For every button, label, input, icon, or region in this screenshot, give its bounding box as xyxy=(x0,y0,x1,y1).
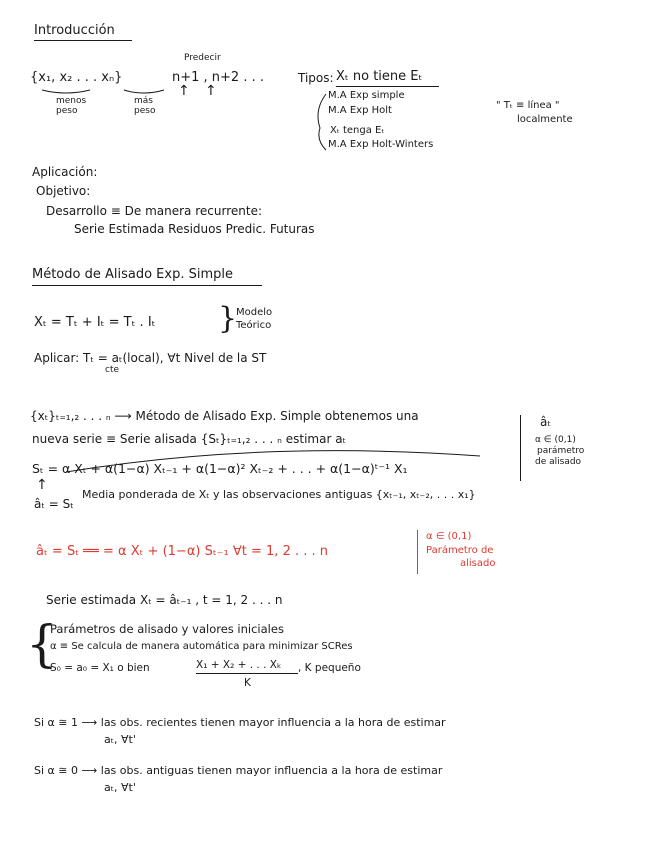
serie-estimada-line: Serie estimada Xₜ = âₜ₋₁ , t = 1, 2 . . . n xyxy=(46,593,283,607)
si-alpha-1-line: Si α ≅ 1 ⟶ las obs. recientes tienen mayor influencia a la hora de estimar xyxy=(34,716,446,729)
section-title-metodo: Método de Alisado Exp. Simple xyxy=(32,267,233,282)
modelo-equation: Xₜ = Tₜ + Iₜ = Tₜ . Iₜ xyxy=(34,315,156,330)
s0-numerator: X₁ + X₂ + . . . Xₖ xyxy=(196,659,282,671)
future-index-text: n+1 , n+2 . . . xyxy=(172,70,264,85)
aplicacion-label: Aplicación: xyxy=(32,165,98,179)
sequence-text: {x₁, x₂ . . . xₙ} xyxy=(30,70,123,85)
cte-label: cte xyxy=(105,365,120,375)
serie-line: Serie Estimada Residuos Predic. Futuras xyxy=(74,222,315,236)
underline xyxy=(32,285,262,286)
alpha-range-red: α ∈ (0,1) xyxy=(426,531,472,542)
predecir-label: Predecir xyxy=(184,53,221,63)
alisado-red: alisado xyxy=(460,558,496,569)
arrow-up-icon: ↑ xyxy=(36,477,48,493)
brace-icon: } xyxy=(218,301,238,336)
recurrence-formula: âₜ = Sₜ ══ = α Xₜ + (1−α) Sₜ₋₁ ∀t = 1, 2 . . . n xyxy=(36,544,329,559)
tipo-item: M.A Exp Holt-Winters xyxy=(328,139,434,150)
at-hat-label: âₜ xyxy=(540,415,551,429)
alpha-range: α ∈ (0,1) xyxy=(535,435,576,445)
obtain-line: {xₜ}ₜ₌₁,₂ . . . ₙ ⟶ Método de Alisado Exp. Simple obtenemos una xyxy=(30,409,419,423)
s0-line: S₀ = a₀ = X₁ o bien xyxy=(50,662,150,674)
params-title: Parámetros de alisado y valores iniciales xyxy=(50,622,284,636)
fraction-bar xyxy=(196,673,298,674)
aplicar-line: Aplicar: Tₜ = aₜ(local), ∀t Nivel de la ST xyxy=(34,351,267,365)
tipos-brace xyxy=(318,94,326,150)
alpha-note: α ≡ Se calcula de manera automática para minimizar SCRes xyxy=(50,641,353,652)
teorico-label: Teórico xyxy=(236,320,272,331)
si-alpha-0-line: Si α ≅ 0 ⟶ las obs. antiguas tienen mayor influencia a la hora de estimar xyxy=(34,764,443,777)
s0-denominator: K xyxy=(244,677,251,689)
tipos-heading: Xₜ no tiene Eₜ xyxy=(336,69,423,84)
media-line: Media ponderada de Xₜ y las observaciones antiguas {xₜ₋₁, xₜ₋₂, . . . x₁} xyxy=(82,488,476,501)
arrow-up-icon: ↑ xyxy=(205,83,217,99)
underbrace-mas xyxy=(124,90,164,93)
underline xyxy=(336,86,439,87)
menos-peso-label: menos peso xyxy=(56,96,87,116)
tendencia-note: " Tₜ ≡ línea " xyxy=(496,100,560,111)
tipo-item: M.A Exp Holt xyxy=(328,105,392,116)
tipo-item: M.A Exp simple xyxy=(328,90,405,101)
divider xyxy=(417,530,418,574)
localmente-note: localmente xyxy=(517,114,573,125)
underline xyxy=(34,40,132,41)
s0-tail: , K pequeño xyxy=(298,662,361,674)
objetivo-label: Objetivo: xyxy=(36,184,91,198)
at-eq-st: âₜ = Sₜ xyxy=(34,497,74,511)
modelo-label: Modelo xyxy=(236,307,273,318)
underbrace-menos xyxy=(42,90,90,93)
arrow-up-icon: ↑ xyxy=(178,83,190,99)
st-formula: Sₜ = α Xₜ + α(1−α) Xₜ₋₁ + α(1−α)² Xₜ₋₂ + . . . + α(1−α)ᵗ⁻¹ X₁ xyxy=(32,461,408,476)
tipos-label: Tipos: xyxy=(298,71,334,85)
si-alpha-1-cont: aₜ, ∀t' xyxy=(104,733,136,746)
de-alisado-label: de alisado xyxy=(535,457,582,467)
si-alpha-0-cont: aₜ, ∀t' xyxy=(104,781,136,794)
divider xyxy=(520,415,521,481)
parametro-red: Parámetro de xyxy=(426,545,494,556)
brace-icon: { xyxy=(26,615,58,673)
parametro-label: parámetro xyxy=(537,446,585,456)
tipo-item: Xₜ tenga Eₜ xyxy=(330,125,385,136)
mas-peso-label: más peso xyxy=(134,96,156,116)
section-title-introduccion: Introducción xyxy=(34,23,115,38)
nueva-serie-line: nueva serie ≡ Serie alisada {Sₜ}ₜ₌₁,₂ . . . ₙ estimar aₜ xyxy=(32,432,347,446)
desarrollo-line: Desarrollo ≡ De manera recurrente: xyxy=(46,204,262,218)
